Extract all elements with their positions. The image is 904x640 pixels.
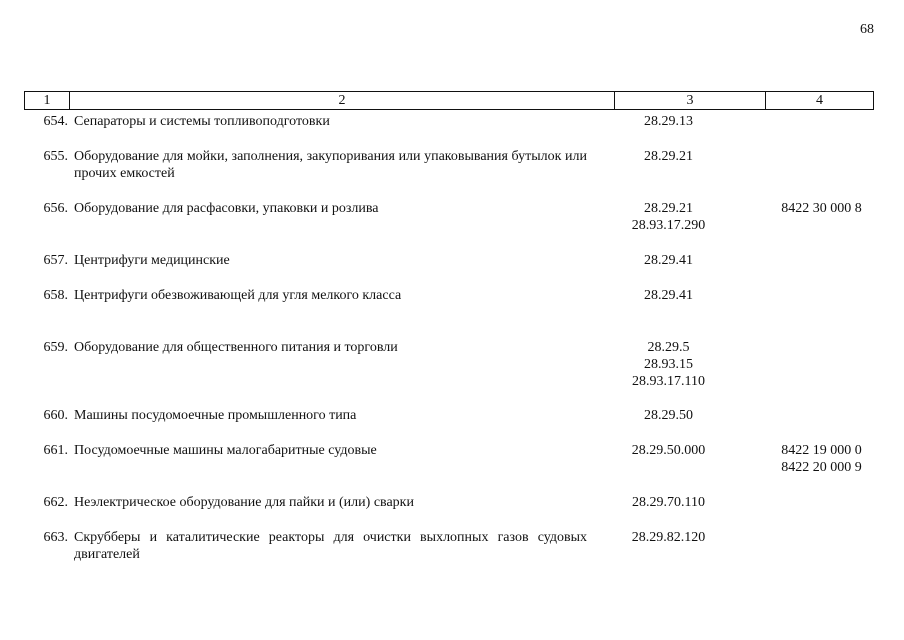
row-name: Скрубберы и каталитические реакторы для очистки выхлопных газов судовых двигателей (74, 530, 587, 562)
row-number: 659. (43, 340, 68, 355)
row-number: 657. (43, 253, 68, 268)
row-name: Неэлектрическое оборудование для пайки и (или) сварки (74, 495, 414, 510)
header-col-2: 2 (70, 92, 615, 109)
row-name: Сепараторы и системы топливоподготовки (74, 114, 330, 129)
okpd-code: 28.93.17.110 (632, 374, 705, 389)
row-okpd-codes (593, 113, 744, 130)
row-name: Оборудование для расфасовки, упаковки и розлива (74, 201, 379, 216)
row-name: Машины посудомоечные промышленного типа (74, 408, 357, 423)
row-number: 658. (43, 288, 68, 303)
row-name: Оборудование для мойки, заполнения, закупоривания или упаковывания бутылок или прочих емкостей (74, 149, 587, 181)
row-number: 656. (43, 201, 68, 216)
row-tnved-codes (745, 442, 898, 476)
header-col-3: 3 (615, 92, 766, 109)
table-header (24, 91, 874, 110)
page-number: 68 (860, 22, 874, 37)
okpd-code: 28.29.13 (644, 114, 693, 129)
row-number: 655. (43, 149, 68, 164)
tnved-code: 8422 30 000 8 (781, 201, 862, 216)
okpd-code: 28.29.5 (647, 340, 690, 355)
row-okpd-codes (593, 252, 744, 269)
row-okpd-codes (593, 200, 744, 234)
row-okpd-codes (593, 407, 744, 424)
row-okpd-codes (593, 442, 744, 459)
row-number: 654. (43, 114, 68, 129)
row-name: Центрифуги медицинские (74, 253, 230, 268)
okpd-code: 28.29.50.000 (631, 443, 706, 458)
header-col-1: 1 (25, 92, 70, 109)
okpd-code: 28.29.41 (644, 288, 693, 303)
tnved-code: 8422 20 000 9 (781, 460, 862, 475)
okpd-code: 28.29.21 (644, 149, 693, 164)
row-number: 662. (43, 495, 68, 510)
okpd-code: 28.29.41 (644, 253, 693, 268)
header-col-4: 4 (816, 93, 823, 108)
row-name: Посудомоечные машины малогабаритные судовые (74, 443, 377, 458)
okpd-code: 28.29.21 (644, 201, 693, 216)
row-number: 660. (43, 408, 68, 423)
row-okpd-codes (593, 529, 744, 546)
tnved-code: 8422 19 000 0 (781, 443, 862, 458)
okpd-code: 28.29.50 (644, 408, 693, 423)
okpd-code: 28.93.17.290 (631, 218, 706, 233)
row-number: 661. (43, 443, 68, 458)
row-name: Центрифуги обезвоживающей для угля мелкого класса (74, 288, 402, 303)
okpd-code: 28.29.70.110 (632, 495, 705, 510)
row-okpd-codes (593, 339, 744, 390)
row-okpd-codes (593, 494, 744, 511)
row-okpd-codes (593, 287, 744, 304)
row-okpd-codes (593, 148, 744, 165)
row-number: 663. (43, 530, 68, 545)
row-tnved-codes (745, 200, 898, 217)
okpd-code: 28.93.15 (644, 357, 693, 372)
okpd-code: 28.29.82.120 (631, 530, 706, 545)
row-name: Оборудование для общественного питания и торговли (74, 340, 398, 355)
